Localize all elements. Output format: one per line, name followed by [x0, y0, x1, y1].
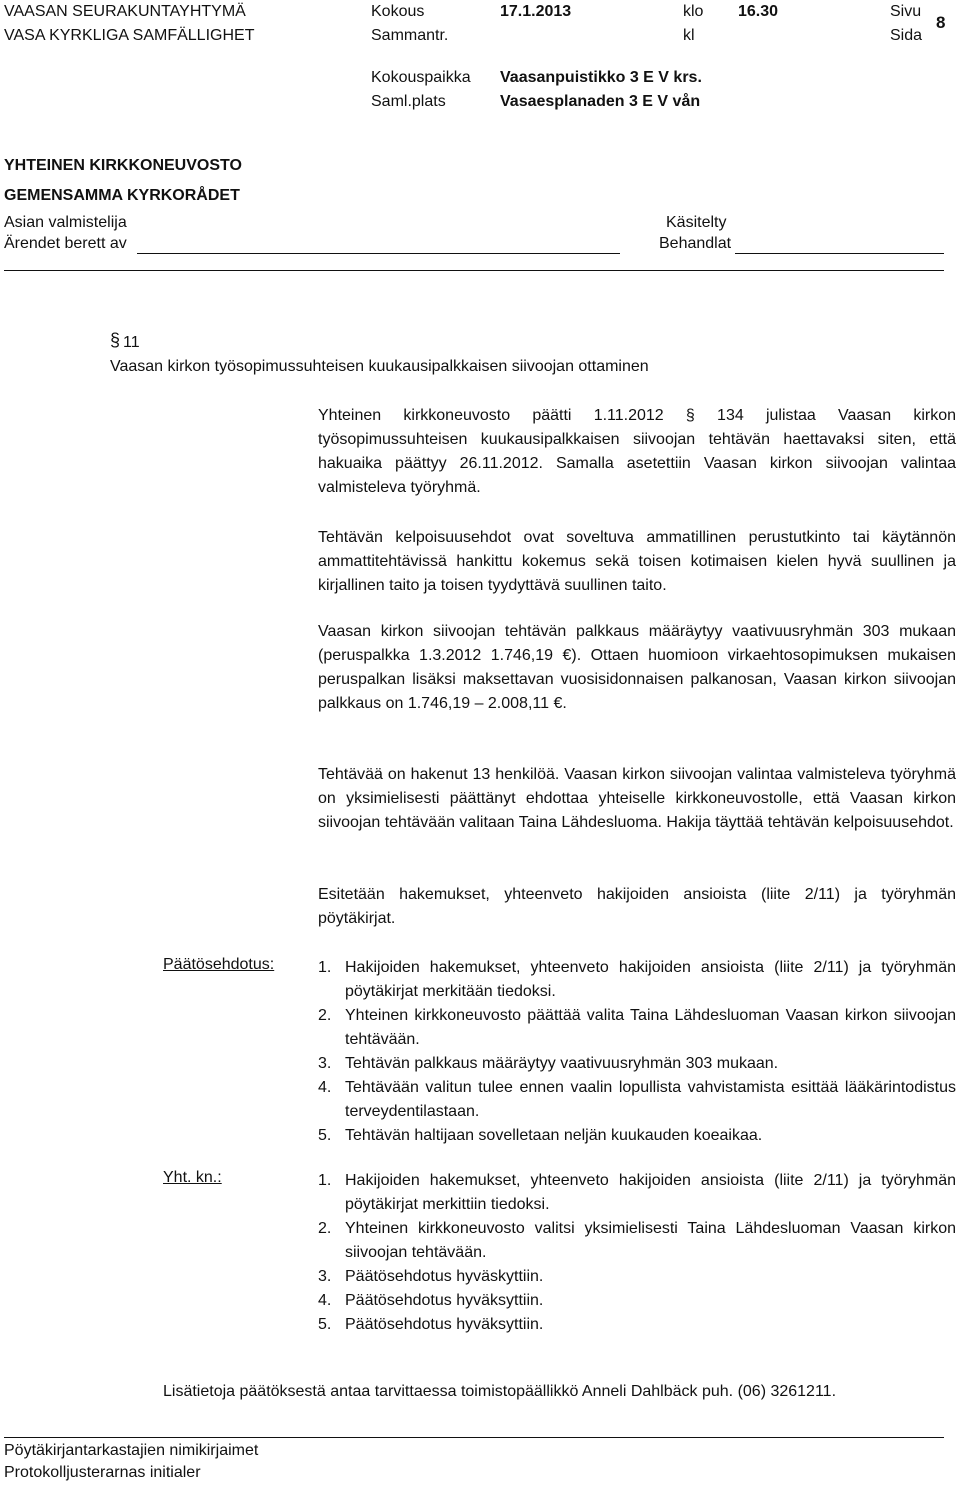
meeting-time: 16.30	[738, 3, 779, 20]
footer-initials-fi: Pöytäkirjantarkastajien nimikirjaimet	[4, 1442, 259, 1459]
org-name-fi: VAASAN SEURAKUNTAYHTYMÄ	[4, 3, 246, 20]
klo-label-sv: kl	[683, 27, 695, 44]
place-label-sv: Saml.plats	[371, 93, 446, 110]
paragraph-qualifications: Tehtävän kelpoisuusehdot ovat soveltuva ammatillinen perustutkinto tai käytännön ammattitehtävissä hankittu kokemus sekä toisen kotimaisen kielen hyvä suullinen ja kirjallinen taito ja toisen tyydyttävä suullinen taito.	[318, 529, 956, 594]
proposal-item: 5. Tehtävän haltijaan sovelletaan neljän kuukauden koeaikaa.	[318, 1127, 763, 1144]
meeting-date: 17.1.2013	[500, 3, 572, 20]
decision-item: 1. Hakijoiden hakemukset, yhteenveto hakijoiden ansioista (liite 2/11) ja työryhmän pöytäkirjat merkittiin tiedoksi.	[318, 1172, 956, 1213]
page-number: 8	[936, 13, 946, 32]
handled-label-fi: Käsitelty	[666, 214, 727, 231]
paragraph-applicants: Tehtävää on hakenut 13 henkilöä. Vaasan kirkon siivoojan valintaa valmisteleva työryhmä on yksimielisesti päättänyt ehdottaa yhteiselle kirkkoneuvostolle, että Vaasan kirkon siivoojan tehtävään valitaan Taina Lähdesluoma. Hakija täyttää tehtävän kelpoisuusehdot.	[318, 766, 956, 831]
header-divider	[4, 270, 944, 271]
section-title: Vaasan kirkon työsopimussuhteisen kuukausipalkkaisen siivoojan ottaminen	[110, 358, 649, 375]
footer-divider	[4, 1437, 944, 1438]
meeting-label-sv: Sammantr.	[371, 27, 449, 44]
place-fi: Vaasanpuistikko 3 E V krs.	[500, 69, 702, 86]
decision-list	[318, 1169, 956, 1337]
decision-item: 2. Yhteinen kirkkoneuvosto valitsi yksimielisesti Taina Lähdesluoman Vaasan kirkon siivoojan tehtävään.	[318, 1220, 956, 1261]
section-symbol: §	[110, 330, 121, 350]
handled-label-sv: Behandlat	[659, 235, 732, 252]
decision-item: 5. Päätösehdotus hyväksyttiin.	[318, 1316, 544, 1333]
footer-initials-sv: Protokolljusterarnas initialer	[4, 1464, 201, 1481]
paragraph-presented: Esitetään hakemukset, yhteenveto hakijoiden ansioista (liite 2/11) ja työryhmän pöytäkirjat.	[318, 886, 956, 927]
info-line: Lisätietoja päätöksestä antaa tarvittaessa toimistopäällikkö Anneli Dahlbäck puh. (06) 3261211.	[163, 1383, 837, 1400]
preparer-line	[137, 253, 620, 254]
place-label-fi: Kokouspaikka	[371, 69, 471, 86]
page-label-fi: Sivu	[890, 3, 922, 20]
council-name-fi: YHTEINEN KIRKKONEUVOSTO	[4, 157, 242, 174]
decision-item: 4. Päätösehdotus hyväksyttiin.	[318, 1292, 544, 1309]
decision-item: 3. Päätösehdotus hyväskyttiin.	[318, 1268, 544, 1285]
proposal-item: 1. Hakijoiden hakemukset, yhteenveto hakijoiden ansioista (liite 2/11) ja työryhmän pöytäkirjat merkitään tiedoksi.	[318, 959, 956, 1000]
preparer-label-sv: Ärendet berett av	[4, 235, 127, 252]
proposal-item: 2. Yhteinen kirkkoneuvosto päättää valita Taina Lähdesluoman Vaasan kirkon siivoojan tehtävään.	[318, 1007, 956, 1048]
klo-label-fi: klo	[683, 3, 704, 20]
meeting-label-fi: Kokous	[371, 3, 425, 20]
council-name-sv: GEMENSAMMA KYRKORÅDET	[4, 187, 240, 204]
paragraph-background: Yhteinen kirkkoneuvosto päätti 1.11.2012 § 134 julistaa Vaasan kirkon työsopimussuhteisen kuukausipalkkaisen siivoojan tehtävän haettavaksi siten, että hakuaika päättyy 26.11.2012. Samalla asetettiin Vaasan kirkon siivoojan valintaa valmisteleva työryhmä.	[318, 407, 956, 496]
org-name-sv: VASA KYRKLIGA SAMFÄLLIGHET	[4, 27, 255, 44]
proposal-item: 4. Tehtävään valitun tulee ennen vaalin lopullista vahvistamista esittää lääkärintodistus terveydentilastaan.	[318, 1079, 956, 1120]
preparer-label-fi: Asian valmistelija	[4, 214, 127, 231]
section-number: 11	[123, 334, 140, 351]
proposal-list	[318, 956, 956, 1148]
paragraph-salary: Vaasan kirkon siivoojan tehtävän palkkaus määräytyy vaativuusryhmän 303 mukaan (peruspalkka 1.3.2012 1.746,19 €). Ottaen huomioon virkaehtosopimuksen mukaisen peruspalkan lisäksi maksettavan vuosisidonnaisen palkanosan, Vaasan kirkon siivoojan palkkaus on 1.746,19 – 2.008,11 €.	[318, 623, 956, 712]
proposal-item: 3. Tehtävän palkkaus määräytyy vaativuusryhmän 303 mukaan.	[318, 1055, 779, 1072]
page-label-sv: Sida	[890, 27, 923, 44]
handled-line	[735, 253, 944, 254]
place-sv: Vasaesplanaden 3 E V vån	[500, 93, 701, 110]
proposal-label: Päätösehdotus:	[163, 956, 275, 973]
decision-label: Yht. kn.:	[163, 1169, 222, 1186]
